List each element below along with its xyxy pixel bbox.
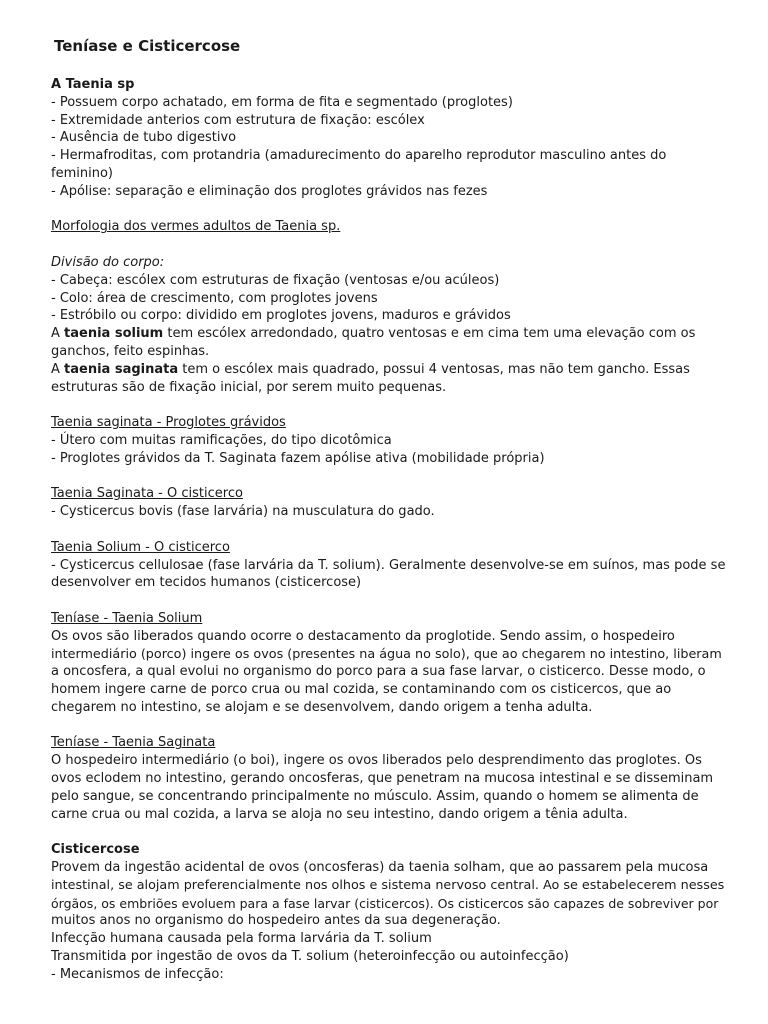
text-line: muitos anos no organismo do hospedeiro antes da sua degeneração.	[51, 913, 501, 929]
text-line-saginata	[51, 361, 731, 379]
text-line: intestinal, se alojam preferencialmente nos olhos e sistema nervoso central. Ao se estabelecerem nesses	[51, 877, 725, 893]
text-line: - Estróbilo ou corpo: dividido em proglotes jovens, maduros e grávidos	[51, 308, 511, 324]
text-line: - Proglotes grávidos da T. Saginata fazem apólise ativa (mobilidade própria)	[51, 450, 545, 466]
text-line: - Possuem corpo achatado, em forma de fita e segmentado (proglotes)	[51, 94, 513, 110]
text-line: - Cabeça: escólex com estruturas de fixação (ventosas e/ou acúleos)	[51, 272, 500, 288]
text-line: Transmitida por ingestão de ovos da T. solium (heteroinfecção ou autoinfecção)	[51, 949, 569, 965]
term-taenia-solium: taenia solium	[64, 326, 164, 342]
text-line: - Cysticercus bovis (fase larvária) na musculatura do gado.	[51, 504, 435, 520]
text-line: - Útero com muitas ramificações, do tipo dicotômica	[51, 432, 392, 448]
text-line: órgãos, os embriões evoluem para a fase larvar (cisticercos). Os cisticercos são capazes de sobreviver por	[51, 895, 719, 911]
document-title: Teníase e Cisticercose	[54, 37, 241, 55]
text-line: - Apólise: separação e eliminação dos proglotes grávidos nas fezes	[51, 183, 488, 199]
text-line: - Colo: área de crescimento, com proglotes jovens	[51, 290, 378, 306]
section-heading-cisticercose: Cisticercose	[51, 842, 140, 858]
section-heading-solium-cisticerco: Taenia Solium - O cisticerco	[51, 539, 230, 555]
section-heading-teniase-saginata: Teníase - Taenia Saginata	[51, 735, 216, 751]
text-line: chegarem no intestino, se alojam e se desenvolvem, dando origem a tenha adulta.	[51, 699, 593, 715]
section-heading-taenia: A Taenia sp	[51, 77, 135, 92]
section-heading-morfologia: Morfologia dos vermes adultos de Taenia sp.	[51, 219, 341, 235]
document-body	[51, 76, 731, 984]
text-line: ganchos, feito espinhas.	[51, 343, 210, 359]
text-line: - Cysticercus cellulosae (fase larvária da T. solium). Geralmente desenvolve-se em suínos, mas pode se	[51, 557, 726, 573]
text-line: feminino)	[51, 165, 113, 181]
text-line: pelo sangue, se concentrando principalmente no músculo. Assim, quando o homem se alimenta de	[51, 788, 699, 804]
text-fragment: A	[51, 361, 65, 377]
section-heading-saginata-cisticerco: Taenia Saginata - O cisticerco	[51, 486, 243, 502]
text-line: Infecção humana causada pela forma larvária da T. solium	[51, 931, 432, 947]
text-line: carne crua ou mal cozida, a larva se aloja no seu intestino, dando origem a tênia adulta.	[51, 806, 628, 822]
section-heading-teniase-solium: Teníase - Taenia Solium	[51, 610, 203, 626]
text-line: ovos eclodem no intestino, gerando oncosferas, que penetram na mucosa intestinal e se disseminam	[51, 771, 714, 787]
subheading-divisao: Divisão do corpo:	[51, 254, 165, 270]
text-line: - Ausência de tubo digestivo	[51, 130, 237, 146]
text-line: - Extremidade anterios com estrutura de fixação: escólex	[51, 112, 425, 128]
text-line: - Hermafroditas, com protandria (amadurecimento do aparelho reprodutor masculino antes do	[51, 148, 667, 164]
text-line: estruturas são de fixação inicial, por serem muito pequenas.	[51, 379, 447, 395]
term-taenia-saginata: taenia saginata	[64, 361, 179, 377]
text-fragment: tem escólex arredondado, quatro ventosas e em cima tem uma elevação com os	[163, 326, 696, 342]
text-line: O hospedeiro intermediário (o boi), ingere os ovos liberados pelo desprendimento das proglotes. Os	[51, 753, 702, 769]
text-fragment: A	[51, 326, 65, 342]
text-line: a oncosfera, a qual evolui no organismo do porco para a sua fase larvar, o cisticerco. Desse modo, o	[51, 664, 706, 680]
text-line: Os ovos são liberados quando ocorre o destacamento da proglotide. Sendo assim, o hospedeiro	[51, 628, 675, 644]
text-line: - Mecanismos de infecção:	[51, 966, 224, 982]
text-fragment: tem o escólex mais quadrado, possui 4 ventosas, mas não tem gancho. Essas	[178, 361, 690, 377]
text-line: intermediário (porco) ingere os ovos (presentes na água no solo), que ao chegarem no intestino, liberam	[51, 646, 722, 662]
text-line: homem ingere carne de porco crua ou mal cozida, se contaminando com os cisticercos, que ao	[51, 682, 672, 698]
text-line: Provem da ingestão acidental de ovos (oncosferas) da taenia solham, que ao passarem pela mucosa	[51, 860, 709, 876]
text-line: desenvolver em tecidos humanos (cisticercose)	[51, 575, 362, 591]
text-line-solium	[51, 325, 731, 343]
section-heading-saginata-proglotes: Taenia saginata - Proglotes grávidos	[51, 415, 286, 431]
